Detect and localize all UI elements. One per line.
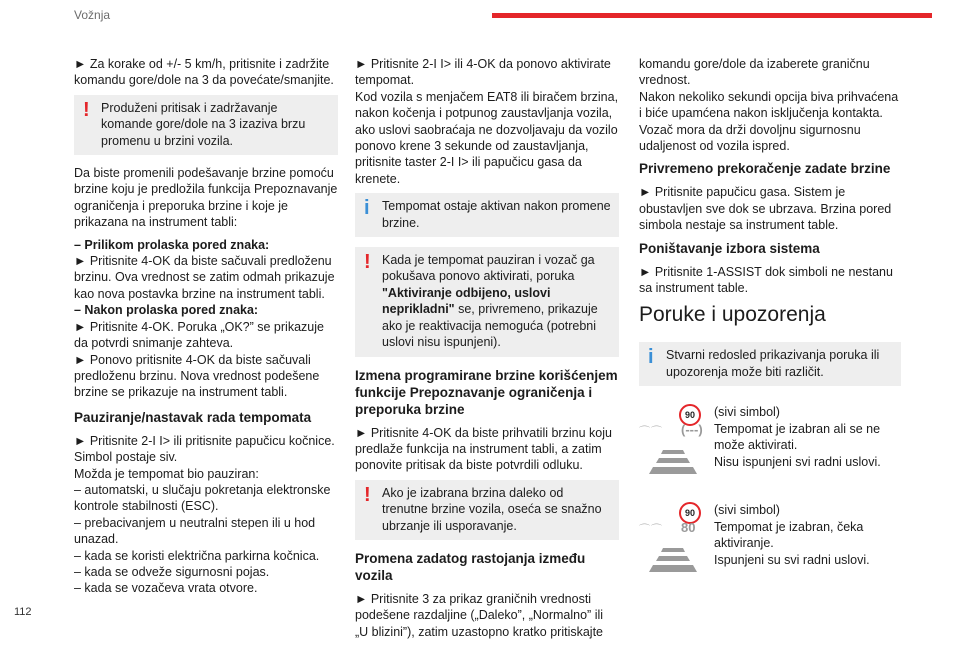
info-box bbox=[639, 342, 901, 386]
speedometer-icon: ⌒⌒ bbox=[639, 426, 663, 439]
info-text: Tempomat ostaje aktivan nakon promene brzine. bbox=[382, 199, 611, 230]
list-item: – kada se odveže sigurnosni pojas. bbox=[74, 564, 270, 579]
paragraph: ► Pritisnite 4-OK da biste prihvatili brzinu koju predlaže funkcija na instrument tabli, a zatim ponovite pritisak da biste potvrdili odluku. bbox=[355, 425, 612, 473]
list-item: – kada se vozačeva vrata otvore. bbox=[74, 581, 258, 596]
speed-limit-badge: 90 bbox=[679, 404, 701, 426]
paragraph: Kod vozila s menjačem EAT8 ili biračem brzina, nakon kočenja i potpunog zaustavljanja vozila, ako uslovi saobraćaja ne dozvoljavaju da vozilo ponovo krene 3 sekunde od zaustavljanja, pritisnite taster 2-I I> ili papučicu gasa da krenete. bbox=[355, 89, 619, 186]
symbol-description: Nisu ispunjeni svi radni uslovi. bbox=[714, 454, 881, 469]
section-heading: Privremeno prekoračenje zadate brzine bbox=[639, 161, 891, 177]
speed-indicator: (---) bbox=[681, 422, 703, 438]
paragraph: ► Ponovo pritisnite 4-OK da biste sačuvali predloženu brzinu. Nova vrednost podešene brzine se prikazuje na instrument tabli. bbox=[74, 352, 320, 400]
page-number: 112 bbox=[14, 606, 32, 618]
info-icon: i bbox=[364, 197, 370, 220]
warning-text: Produženi pritisak i zadržavanje komande gore/dole na 3 izaziva brzu promenu u brzini vozila. bbox=[101, 100, 306, 148]
section-heading: Promena zadatog rastojanja između vozila bbox=[355, 550, 586, 583]
column-1 bbox=[74, 56, 338, 597]
paragraph: Nakon nekoliko sekundi opcija biva prihvaćena i biće upamćena nakon isključenja kontakta. bbox=[639, 89, 899, 121]
paragraph: ► Pritisnite 1-ASSIST dok simboli ne nestanu sa instrument table. bbox=[639, 264, 893, 296]
list-heading: – Nakon prolaska pored znaka: bbox=[74, 303, 259, 318]
symbol-entry bbox=[639, 502, 901, 582]
road-distance-icon bbox=[645, 448, 701, 476]
symbol-description: Tempomat je izabran, čeka aktiviranje. bbox=[714, 519, 864, 551]
symbol-description: Ispunjeni su svi radni uslovi. bbox=[714, 552, 870, 567]
symbol-description: (sivi simbol) bbox=[714, 503, 780, 518]
section-heading: Izmena programirane brzine korišćenjem funkcije Prepoznavanje ograničenja i preporuka brzine bbox=[355, 367, 618, 417]
speedometer-icon: ⌒⌒ bbox=[639, 524, 663, 537]
column-3 bbox=[639, 56, 901, 582]
warning-icon: ! bbox=[364, 483, 371, 506]
cruise-control-symbol bbox=[639, 502, 714, 582]
paragraph: ► Pritisnite 4-OK da biste sačuvali predloženu brzinu. Ova vrednost se zatim odmah prikazuje kao nova postavka brzine na instrument tabli. bbox=[74, 254, 335, 301]
list-item: – kada se koristi električna parkirna kočnica. bbox=[74, 548, 320, 563]
warning-text: se, privremeno, prikazuje ako je reaktivacija nemoguća (potrebni uslovi nisu ispunjeni). bbox=[382, 302, 598, 350]
paragraph: ► Pritisnite 2-I I> ili pritisnite papučicu kočnice. Simbol postaje siv. bbox=[74, 433, 335, 465]
road-distance-icon bbox=[645, 546, 701, 574]
section-heading: Poništavanje izbora sistema bbox=[639, 240, 820, 256]
paragraph: Možda je tempomat bio pauziran: bbox=[74, 466, 259, 481]
paragraph: ► Pritisnite papučicu gasa. Sistem je obustavljen sve dok se ubrzava. Brzina pored simbola nestaje sa instrument table. bbox=[639, 185, 892, 233]
paragraph: ► Pritisnite 4-OK. Poruka „OK?” se prikazuje da potvrdi snimanje zahteva. bbox=[74, 319, 324, 351]
header-accent-bar bbox=[492, 13, 932, 18]
paragraph: Vozač mora da drži dovoljnu sigurnosnu udaljenost od vozila ispred. bbox=[639, 122, 861, 154]
column-2 bbox=[355, 56, 619, 646]
warning-icon: ! bbox=[364, 251, 371, 274]
warning-box bbox=[355, 480, 619, 540]
speed-limit-badge: 90 bbox=[679, 502, 701, 524]
warning-text: Ako je izabrana brzina daleko od trenutne brzine vozila, oseća se snažno ubrzanje ili usporavanje. bbox=[382, 485, 602, 533]
paragraph: ► Pritisnite 2-I I> ili 4-OK da ponovo aktivirate tempomat. bbox=[355, 57, 611, 88]
page-header: Vožnja bbox=[74, 8, 111, 22]
chapter-title: Poruke i upozorenja bbox=[639, 303, 826, 327]
warning-text: Kada je tempomat pauziran i vozač ga pokušava ponovo aktivirati, poruka bbox=[382, 253, 595, 284]
list-item: – prebacivanjem u neutralni stepen ili u hod unazad. bbox=[74, 515, 316, 547]
info-box bbox=[355, 193, 619, 237]
paragraph: ► Pritisnite 3 za prikaz graničnih vrednosti podešene razdaljine („Daleko”, „Normalno” ili „U blizini”), zatim uzastopno kratko pritiskajte bbox=[355, 591, 604, 639]
symbol-description: Tempomat je izabran ali se ne može aktivirati. bbox=[714, 421, 881, 453]
paragraph: ► Za korake od +/- 5 km/h, pritisnite i zadržite komandu gore/dole na 3 da povećate/smanjite. bbox=[74, 57, 334, 88]
warning-message: "Aktiviranje odbijeno, uslovi neprikladni" bbox=[382, 285, 551, 317]
warning-box bbox=[355, 247, 619, 356]
symbol-entry bbox=[639, 404, 901, 484]
symbol-description: (sivi simbol) bbox=[714, 405, 780, 420]
info-icon: i bbox=[648, 346, 654, 369]
info-text: Stvarni redosled prikazivanja poruka ili upozorenja može biti različit. bbox=[666, 348, 880, 379]
list-item: – automatski, u slučaju pokretanja elektronske kontrole stabilnosti (ESC). bbox=[74, 482, 331, 514]
section-heading: Pauziranje/nastavak rada tempomata bbox=[74, 409, 312, 425]
cruise-control-symbol bbox=[639, 404, 714, 484]
paragraph: komandu gore/dole da izaberete graničnu vrednost. bbox=[639, 57, 870, 88]
warning-box bbox=[74, 95, 338, 155]
speed-indicator: 80 bbox=[681, 520, 696, 536]
warning-icon: ! bbox=[83, 98, 90, 121]
list-heading: – Prilikom prolaska pored znaka: bbox=[74, 237, 270, 252]
paragraph: Da biste promenili podešavanje brzine pomoću brzine koju je predložila funkcija Prepoznavanje ograničenja i preporuka brzine i koje je prikazana na instrument tabli: bbox=[74, 166, 338, 230]
